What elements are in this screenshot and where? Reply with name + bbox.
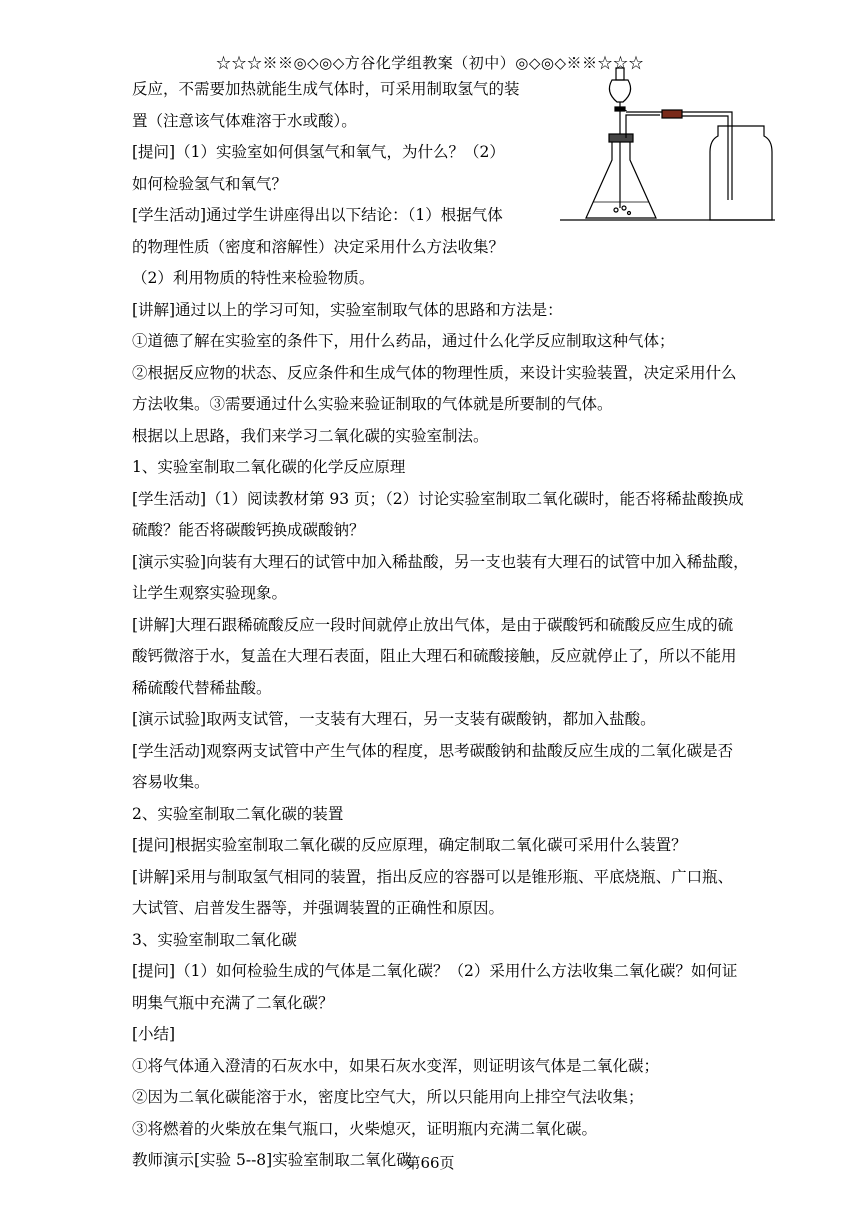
text-line: ①将气体通入澄清的石灰水中，如果石灰水变浑，则证明该气体是二氧化碳； [132, 1056, 660, 1075]
text-line: ①道德了解在实验室的条件下，用什么药品，通过什么化学反应制取这种气体； [132, 332, 675, 350]
text-line: 大试管、启普发生器等，并强调装置的正确性和原因。 [132, 899, 505, 917]
text-line: 的物理性质（密度和溶解性）决定采用什么方法收集？ [132, 237, 505, 256]
page-header: ☆☆☆※※◎◇◎◇方谷化学组教案（初中）◎◇◎◇※※☆☆☆ [216, 54, 644, 72]
text-line: 教师演示[实验 5--8]实验室制取二氧化碳 [132, 1151, 412, 1169]
text-line: 方法收集。③需要通过什么实验来验证制取的气体就是所要制的气体。 [132, 395, 613, 413]
text-line: [讲解]采用与制取氢气相同的装置，指出反应的容器可以是锥形瓶、平底烧瓶、广口瓶、 [132, 867, 734, 886]
text-line: [讲解]大理石跟稀硫酸反应一段时间就停止放出气体，是由于碳酸钙和硫酸反应生成的硫 [132, 615, 734, 634]
section-heading: 2、实验室制取二氧化碳的装置 [132, 804, 344, 823]
text-line: 酸钙微溶于水，复盖在大理石表面，阻止大理石和硫酸接触，反应就停止了，所以不能用 [132, 647, 737, 665]
section-heading: 3、实验室制取二氧化碳 [132, 930, 297, 949]
text-line: [演示实验]向装有大理石的试管中加入稀盐酸，另一支也装有大理石的试管中加入稀盐酸， [132, 552, 749, 571]
text-line: [小结] [132, 1025, 176, 1043]
text-line: ②因为二氧化碳能溶于水，密度比空气大，所以只能用向上排空气法收集； [132, 1088, 644, 1106]
text-line: [提问]根据实验室制取二氧化碳的反应原理，确定制取二氧化碳可采用什么装置？ [132, 836, 687, 854]
section-heading: 1、实验室制取二氧化碳的化学反应原理 [132, 458, 406, 476]
text-line: ③将燃着的火柴放在集气瓶口，火柴熄灭，证明瓶内充满二氧化碳。 [132, 1119, 598, 1138]
text-line: 置（注意该气体难溶于水或酸）。 [132, 111, 357, 130]
lesson-body [132, 74, 808, 1177]
text-line: （2）利用物质的特性来检验物质。 [132, 269, 375, 287]
page-number: 第66页 [405, 1154, 455, 1172]
text-line: ②根据反应物的状态、反应条件和生成气体的物理性质，来设计实验装置，决定采用什么 [132, 363, 737, 382]
text-line: 根据以上思路，我们来学习二氧化碳的实验室制法。 [132, 426, 489, 445]
text-line: 容易收集。 [132, 773, 210, 791]
text-line: 反应，不需要加热就能生成气体时，可采用制取氢气的装 [132, 80, 520, 98]
text-line: 稀硫酸代替稀盐酸。 [132, 678, 272, 697]
text-line: [学生活动]（1）阅读教材第 93 页；（2）讨论实验室制取二氧化碳时，能否将稀盐酸换成 [132, 489, 744, 508]
text-line: [学生活动]观察两支试管中产生气体的程度，思考碳酸钠和盐酸反应生成的二氧化碳是否 [132, 741, 734, 760]
text-line: 硫酸？能否将碳酸钙换成碳酸钠？ [132, 521, 365, 539]
text-line: 如何检验氢气和氧气？ [132, 174, 288, 193]
text-line: [提问]（1）实验室如何俱氢气和氧气，为什么？（2） [132, 143, 505, 161]
text-line: 让学生观察实验现象。 [132, 584, 288, 602]
text-line: [讲解]通过以上的学习可知，实验室制取气体的思路和方法是： [132, 300, 563, 319]
text-line: [提问]（1）如何检验生成的气体是二氧化碳？（2）采用什么方法收集二氧化碳？如何证 [132, 962, 738, 980]
text-line: 明集气瓶中充满了二氧化碳？ [132, 993, 334, 1012]
text-line: [学生活动]通过学生讲座得出以下结论：（1）根据气体 [132, 206, 503, 224]
text-line: [演示试验]取两支试管，一支装有大理石，另一支装有碳酸钠，都加入盐酸。 [132, 710, 656, 728]
